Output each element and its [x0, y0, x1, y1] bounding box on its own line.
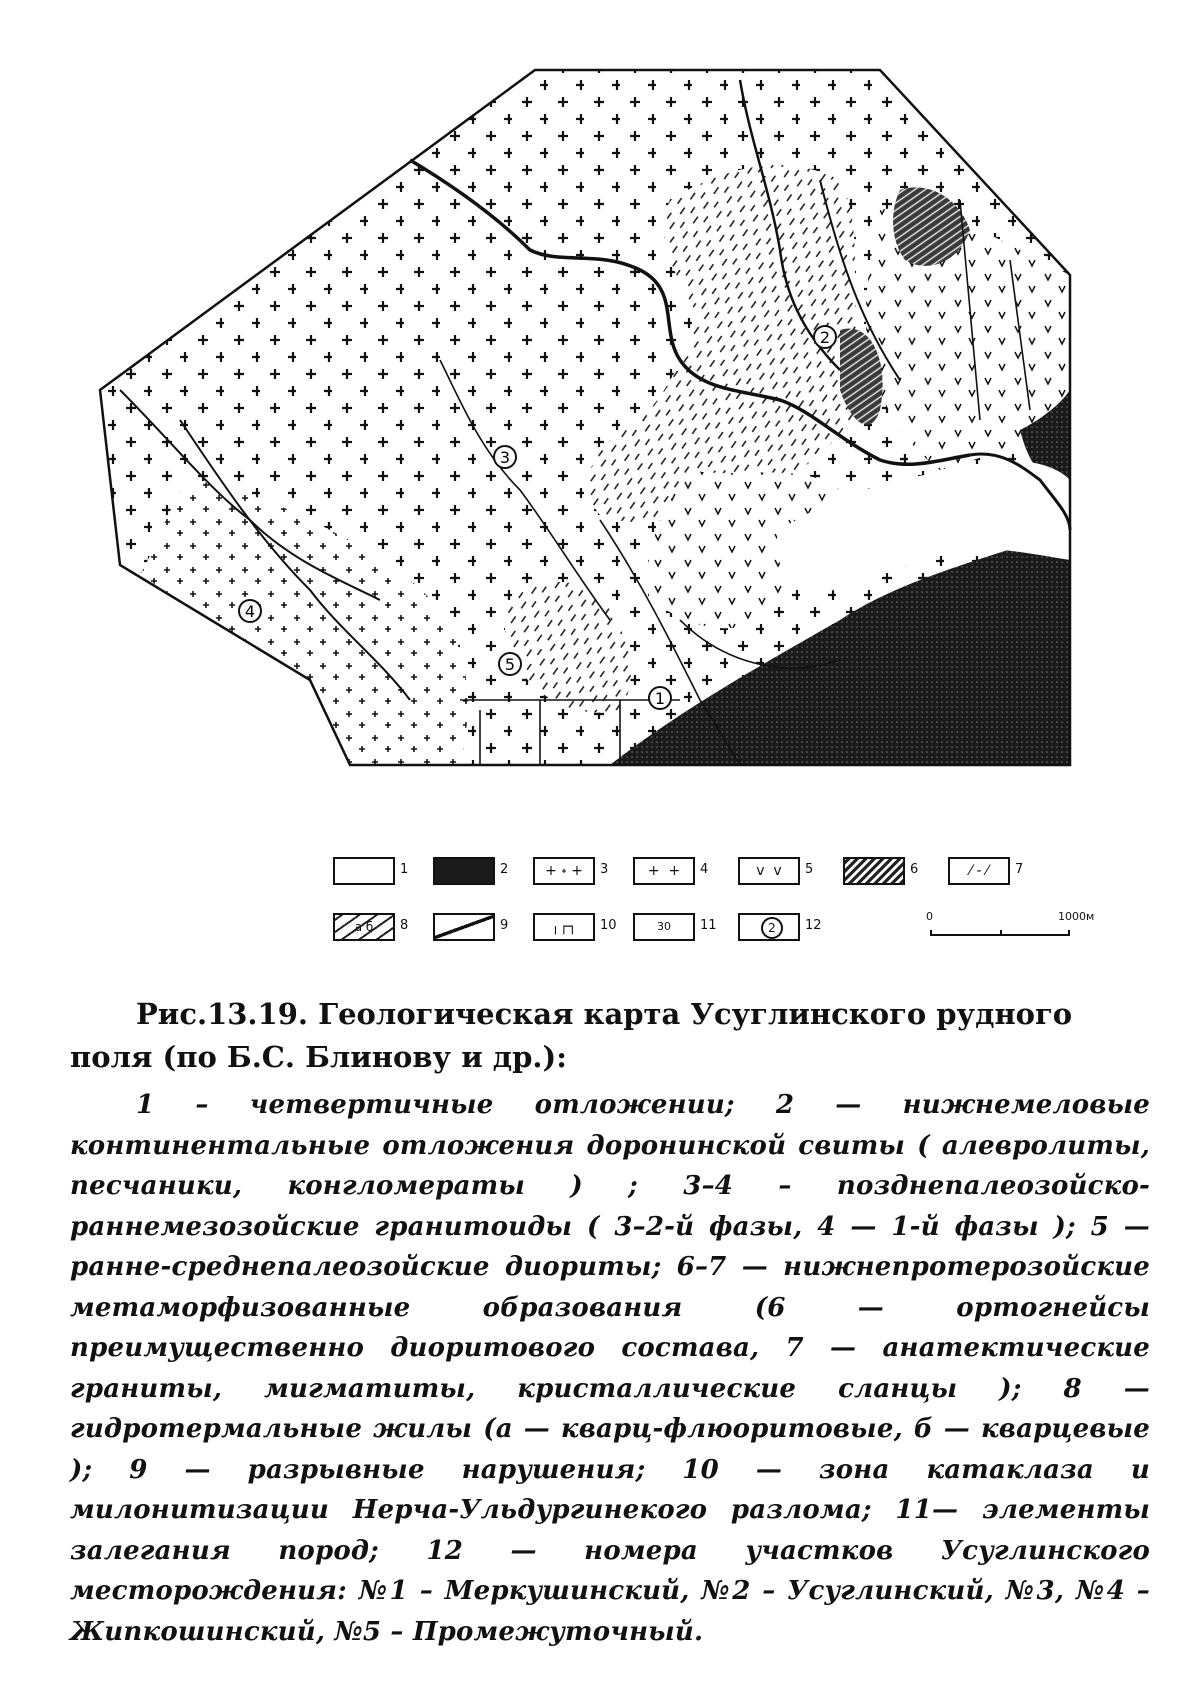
legend-num: 10 — [600, 918, 617, 933]
scale-end-label: 1000м — [1058, 910, 1095, 923]
legend-swatch-8 — [333, 913, 395, 941]
legend-swatch-9 — [433, 913, 495, 941]
legend-num: 6 — [910, 862, 919, 877]
legend-swatch-12 — [738, 913, 800, 941]
legend-num: 5 — [805, 862, 814, 877]
legend-num: 3 — [600, 862, 609, 877]
legend-num: 2 — [500, 862, 509, 877]
legend-swatch-3: + ˖ + — [533, 857, 595, 885]
figure-caption — [70, 993, 1150, 1652]
legend-swatch-11 — [633, 913, 695, 941]
legend-swatch-6 — [843, 857, 905, 885]
scale-bar-mid-tick — [1000, 930, 1002, 936]
geological-map — [80, 60, 1140, 840]
site-label: 3 — [499, 448, 511, 467]
legend-num: 4 — [700, 862, 709, 877]
legend-swatch-2 — [433, 857, 495, 885]
legend-glyph-11: 30 — [657, 920, 671, 933]
caption-body: 1 – четвертичные отложении; 2 — нижнемеловые континентальные отложения доронинской свиты ( алевролиты, песчаники, конгломераты ) ; 3–4 – позднепалеозойско-раннемезозойские гранитоиды ( 3–2-й фазы, 4 — 1-й фазы ); 5 — ранне-среднепалеозойские диориты; 6–7 — нижнепротерозойские метаморфизованные образования (6 — ортогнейсы преимущественно диоритового состава, 7 — анатектические граниты, мигматиты, кристаллические сланцы ); 8 — гидротермальные жилы (а — кварц-флюоритовые, б — кварцевые ); 9 — разрывные нарушения; 10 — зона катаклаза и милонитизации Нерча-Ульдургинекого разлома; 11— элементы залегания пород; 12 — номера участков Усуглинского месторождения: №1 – Меркушинский, №2 – Усуглинский, №3, №4 – Жипкошинский, №5 – Промежуточный. — [70, 1090, 1150, 1647]
legend-glyph-8: а б — [354, 920, 374, 934]
site-label: 4 — [244, 602, 256, 621]
legend-swatch-7: ⁄ ‑ ⁄ — [948, 857, 1010, 885]
scale-bar — [930, 930, 1070, 936]
scale-start-label: 0 — [926, 910, 933, 923]
site-label: 2 — [819, 328, 831, 347]
legend-swatch-1 — [333, 857, 395, 885]
site-label: 5 — [504, 655, 516, 674]
legend-swatch-4: + + — [633, 857, 695, 885]
legend-num: 8 — [400, 918, 409, 933]
site-label: 1 — [654, 689, 666, 708]
legend-swatch-10: ╷┌┐ — [533, 913, 595, 941]
legend-num: 12 — [805, 918, 822, 933]
legend-swatch-5: v v — [738, 857, 800, 885]
legend-num: 11 — [700, 918, 717, 933]
legend-glyph-12: 2 — [761, 917, 783, 939]
caption-title: Рис.13.19. Геологическая карта Усуглинского рудного поля (по Б.С. Блинову и др.): — [70, 997, 1073, 1074]
legend-num: 9 — [500, 918, 509, 933]
legend-num: 1 — [400, 862, 409, 877]
legend-num: 7 — [1015, 862, 1024, 877]
